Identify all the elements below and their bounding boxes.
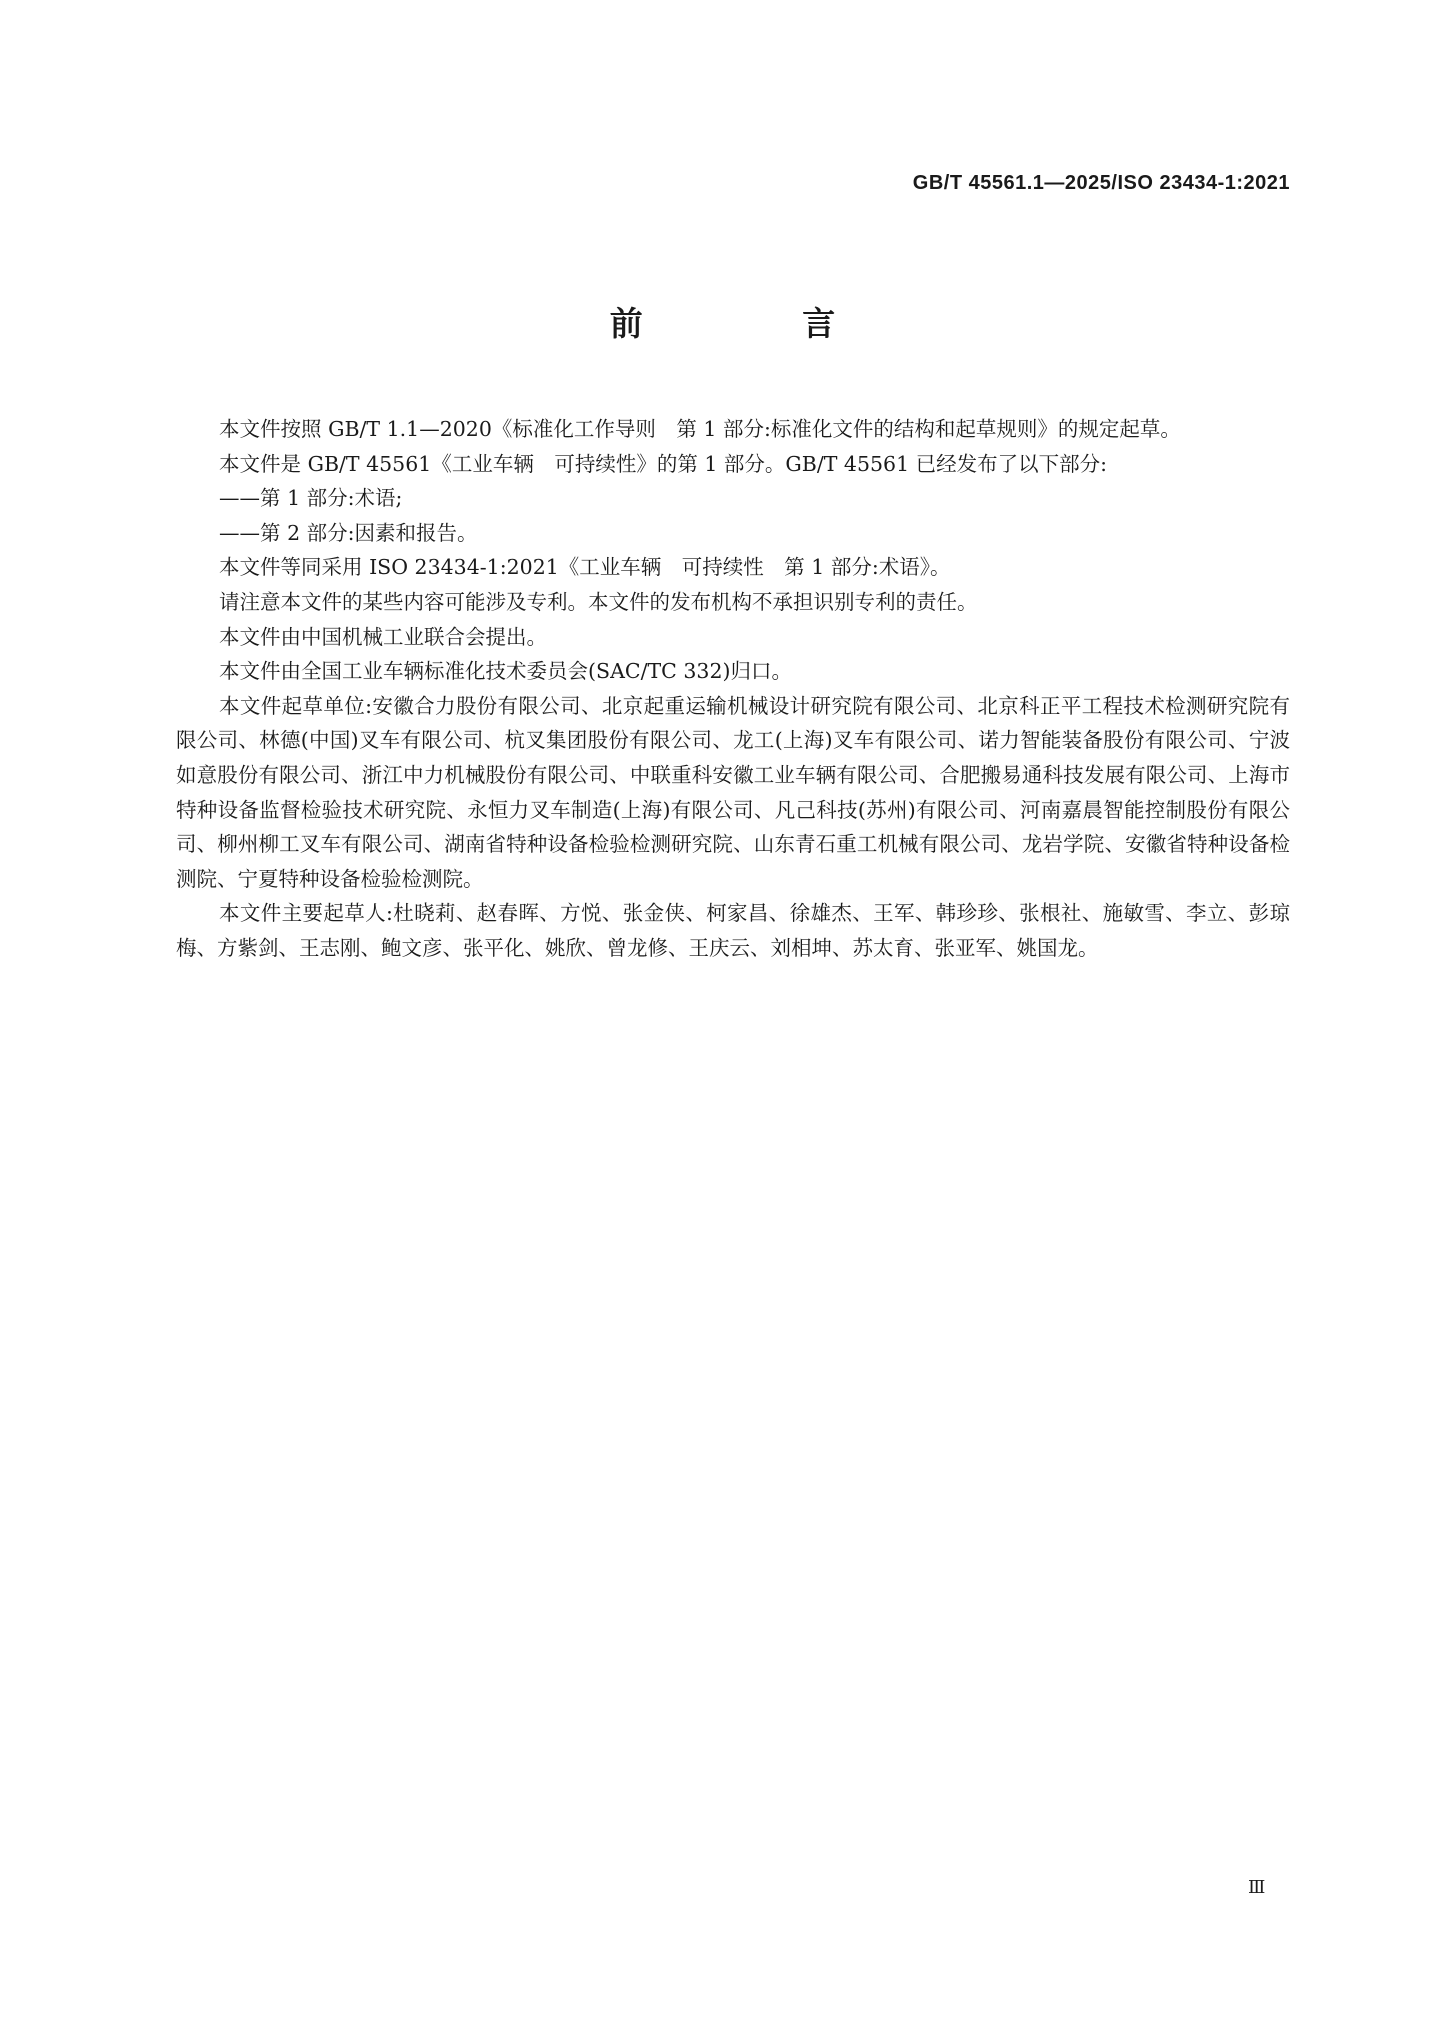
standard-code: GB/T 45561.1—2025/ISO 23434-1:2021 — [912, 172, 1290, 194]
list-item-part-2: ——第 2 部分:因素和报告。 — [219, 520, 478, 545]
foreword-body — [176, 412, 1290, 966]
paragraph-drafting-rule: 本文件按照 GB/T 1.1—2020《标准化工作导则 第 1 部分:标准化文件的结构和起草规则》的规定起草。 — [219, 417, 1181, 441]
page-title: 前 言 — [609, 304, 910, 343]
paragraph-patent-notice: 请注意本文件的某些内容可能涉及专利。本文件的发布机构不承担识别专利的责任。 — [219, 589, 978, 614]
paragraph-part-of-series: 本文件是 GB/T 45561《工业车辆 可持续性》的第 1 部分。GB/T 45561 已经发布了以下部分: — [219, 451, 1108, 476]
page-number: Ⅲ — [1248, 1877, 1265, 1898]
paragraph-iso-adoption: 本文件等同采用 ISO 23434-1:2021《工业车辆 可持续性 第 1 部分:术语》。 — [219, 555, 951, 580]
paragraph-drafters: 本文件主要起草人:杜晓莉、赵春晖、方悦、张金侠、柯家昌、徐雄杰、王军、韩珍珍、张根社、施敏雪、李立、彭琼梅、方紫剑、王志刚、鲍文彦、张平化、姚欣、曾龙修、王庆云、刘相坤、苏太育、张亚军、姚国龙。 — [176, 901, 1290, 960]
paragraph-committee: 本文件由全国工业车辆标准化技术委员会(SAC/TC 332)归口。 — [219, 659, 792, 684]
paragraph-drafting-units: 本文件起草单位:安徽合力股份有限公司、北京起重运输机械设计研究院有限公司、北京科正平工程技术检测研究院有限公司、林德(中国)叉车有限公司、杭叉集团股份有限公司、龙工(上海)叉车有限公司、诺力智能装备股份有限公司、宁波如意股份有限公司、浙江中力机械股份有限公司、中联重科安徽工业车辆有限公司、合肥搬易通科技发展有限公司、上海市特种设备监督检验技术研究院、永恒力叉车制造(上海)有限公司、凡己科技(苏州)有限公司、河南嘉晨智能控制股份有限公司、柳州柳工叉车有限公司、湖南省特种设备检验检测研究院、山东青石重工机械有限公司、龙岩学院、安徽省特种设备检测院、宁夏特种设备检验检测院。 — [176, 693, 1290, 891]
list-item-part-1: ——第 1 部分:术语; — [219, 486, 403, 511]
paragraph-proposer: 本文件由中国机械工业联合会提出。 — [219, 624, 548, 649]
